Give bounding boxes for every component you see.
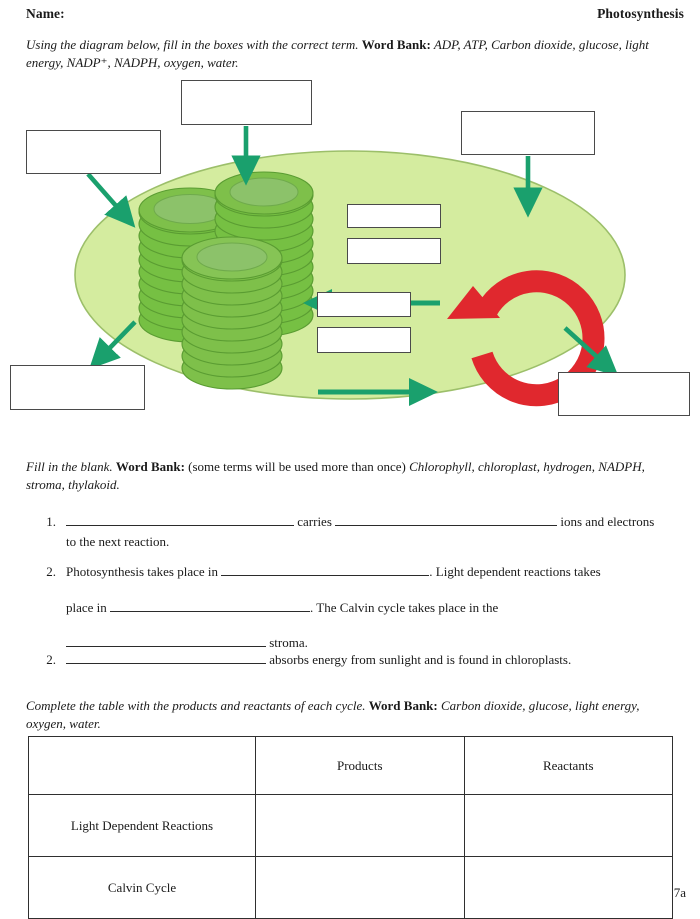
question-1-text-1: carries [294,514,336,529]
cell-light-dependent-reactants[interactable] [464,795,673,857]
question-1-text-2: ions and electrons [557,514,655,529]
table-header-blank [29,737,256,795]
answer-box-center-upper-b[interactable] [347,238,441,264]
granum-stack-front [182,237,282,389]
arrow-top-left [88,174,125,216]
word-bank-label-diagram: Word Bank: [361,37,431,52]
answer-box-bottom-left[interactable] [10,365,145,410]
question-2-text-1: Photosynthesis takes place in [66,564,222,579]
word-bank-label-blanks: Word Bank: [115,459,185,474]
products-reactants-table [28,736,673,919]
row-label-calvin-cycle: Calvin Cycle [29,857,256,919]
instruction-blanks-lead: Fill in the blank. [26,459,113,474]
question-2-blank-1[interactable] [221,563,429,576]
table-header-products: Products [256,737,465,795]
instruction-diagram-lead: Using the diagram below, fill in the boxes with the correct term. [26,37,359,52]
answer-box-center-upper-a[interactable] [347,204,441,228]
question-3-text-1: absorbs energy from sunlight and is found in chloroplasts. [266,652,572,667]
word-bank-note-blanks: (some terms will be used more than once) [188,459,406,474]
question-1-blank-1[interactable] [66,513,294,526]
answer-box-top-left[interactable] [26,130,161,174]
question-3-blank-1[interactable] [66,651,266,664]
instruction-table [26,697,656,734]
question-1-number: 1. [46,514,56,529]
row-label-light-dependent-reactions: Light Dependent Reactions [29,795,256,857]
name-label: Name: [26,6,65,21]
question-2-number: 2. [46,564,56,579]
instruction-table-lead: Complete the table with the products and reactants of each cycle. [26,698,366,713]
question-2-blank-3[interactable] [66,634,266,647]
question-3-number: 2. [46,652,56,667]
question-2-text-5: stroma. [266,635,308,650]
instruction-diagram [26,36,651,73]
answer-box-center-lower-b[interactable] [317,327,411,353]
page-number: 7a [673,885,686,900]
word-bank-terms-diagram: ADP, ATP, Carbon dioxide, glucose, light energy, NADP⁺, NADPH, oxygen, water. [26,37,649,71]
answer-box-top-center[interactable] [181,80,312,125]
question-1-continuation: to the next reaction. [66,533,170,549]
page-title: Photosynthesis [597,6,684,21]
question-1-blank-2[interactable] [335,513,557,526]
cell-light-dependent-products[interactable] [256,795,465,857]
table-header-reactants: Reactants [464,737,673,795]
question-1 [26,512,676,551]
word-bank-label-table: Word Bank: [368,698,438,713]
answer-box-bottom-right[interactable] [558,372,690,416]
table-header-row [29,737,673,795]
instruction-fill-in-blank [26,458,656,495]
page-header [26,6,684,26]
table-row [29,857,673,919]
question-3 [26,650,676,670]
question-2 [26,562,676,653]
question-2-blank-2[interactable] [110,598,310,611]
table-row [29,795,673,857]
cell-calvin-cycle-reactants[interactable] [464,857,673,919]
word-bank-terms-blanks: Chlorophyll, chloroplast, hydrogen, NADPH, stroma, thylakoid. [26,459,645,493]
question-2-text-3: place in [66,599,111,615]
answer-box-center-lower-a[interactable] [317,292,411,317]
question-2-text-2: . Light dependent reactions takes [429,564,601,579]
cell-calvin-cycle-products[interactable] [256,857,465,919]
answer-box-top-right[interactable] [461,111,595,155]
question-2-text-4: . The Calvin cycle takes place in the [310,599,499,615]
word-bank-terms-table: Carbon dioxide, glucose, light energy, oxygen, water. [26,698,640,732]
